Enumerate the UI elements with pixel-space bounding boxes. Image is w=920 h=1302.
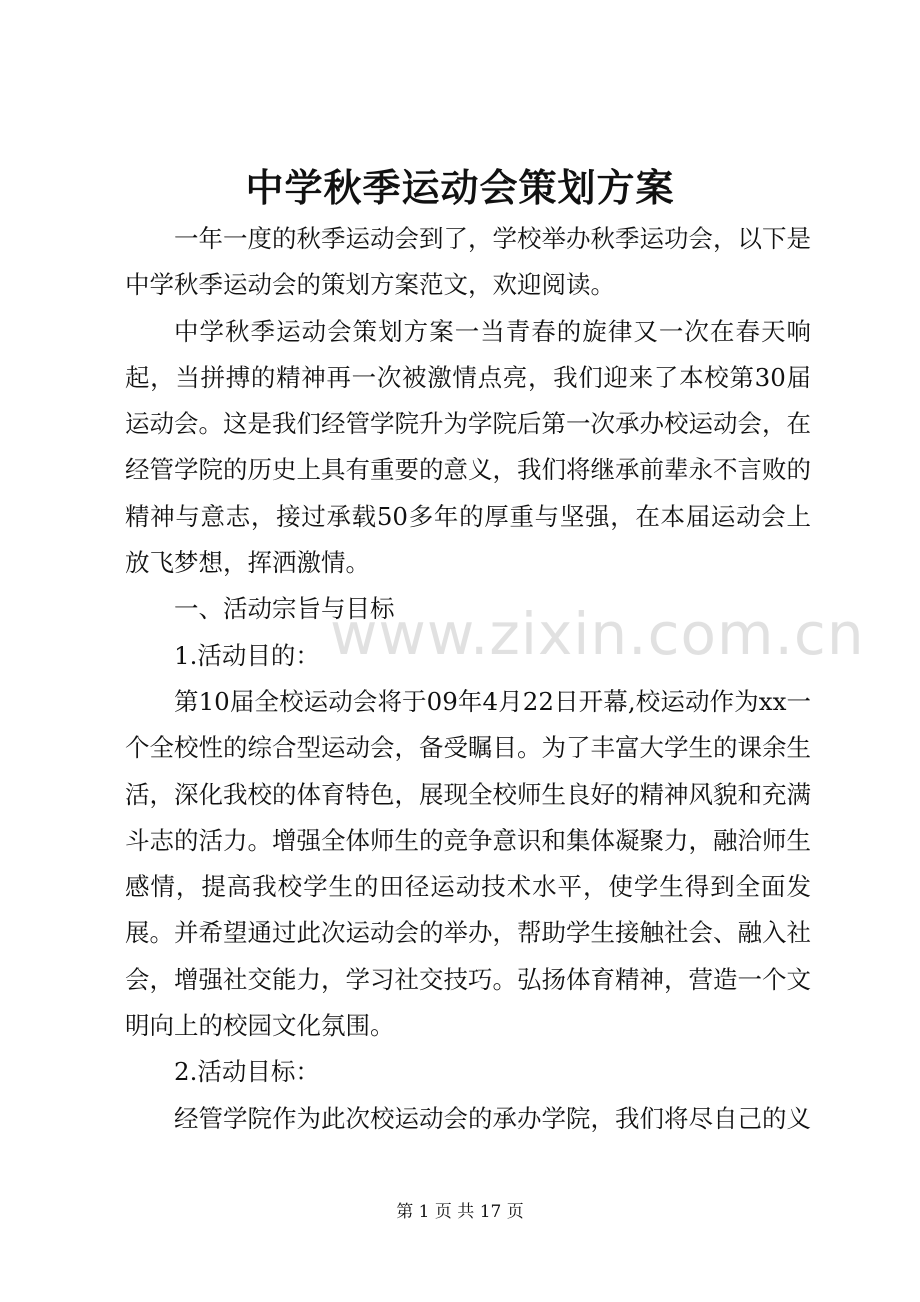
subheading-activity-purpose: 1.活动目的： xyxy=(174,640,320,670)
paragraph-activity-purpose: 第10届全校运动会将于09年4月22日开幕,校运动作为xx一个全校性的综合型运动会，备受瞩目。为了丰富大学生的课余生活，深化我校的体育特色，展现全校师生良好的精神风貌和充满斗志的活力。增强全体师生的竞争意识和集体凝聚力，融洽师生感情，提高我校学生的田径运动技术水平，使学生得到全面发展。并希望通过此次运动会的举办，帮助学生接触社会、融入社会，增强社交能力，学习社交技巧。弘扬体育精神，营造一个文明向上的校园文化氛围。 xyxy=(125,686,811,1041)
document-title: 中学秋季运动会策划方案 xyxy=(245,165,675,210)
watermark: www.zixin.com.cn xyxy=(330,600,865,668)
paragraph-plan-one: 中学秋季运动会策划方案一当青春的旋律又一次在春天响起，当拼搏的精神再一次被激情点亮，我们迎来了本校第30届运动会。这是我们经管学院升为学院后第一次承办校运动会，在经管学院的历史上具有重要的意义，我们将继承前辈永不言败的精神与意志，接过承载50多年的厚重与坚强，在本届运动会上放飞梦想，挥洒激情。 xyxy=(125,316,811,578)
paragraph-activity-goal: 经管学院作为此次校运动会的承办学院，我们将尽自己的义 xyxy=(174,1103,811,1133)
paragraph-intro: 一年一度的秋季运动会到了，学校举办秋季运功会，以下是中学秋季运动会的策划方案范文，欢迎阅读。 xyxy=(125,224,811,300)
page-footer: 第 1 页 共 17 页 xyxy=(396,1202,524,1222)
section-heading-purpose: 一、活动宗旨与目标 xyxy=(174,594,395,624)
document-body xyxy=(125,216,811,1142)
subheading-activity-goal: 2.活动目标： xyxy=(174,1057,320,1087)
